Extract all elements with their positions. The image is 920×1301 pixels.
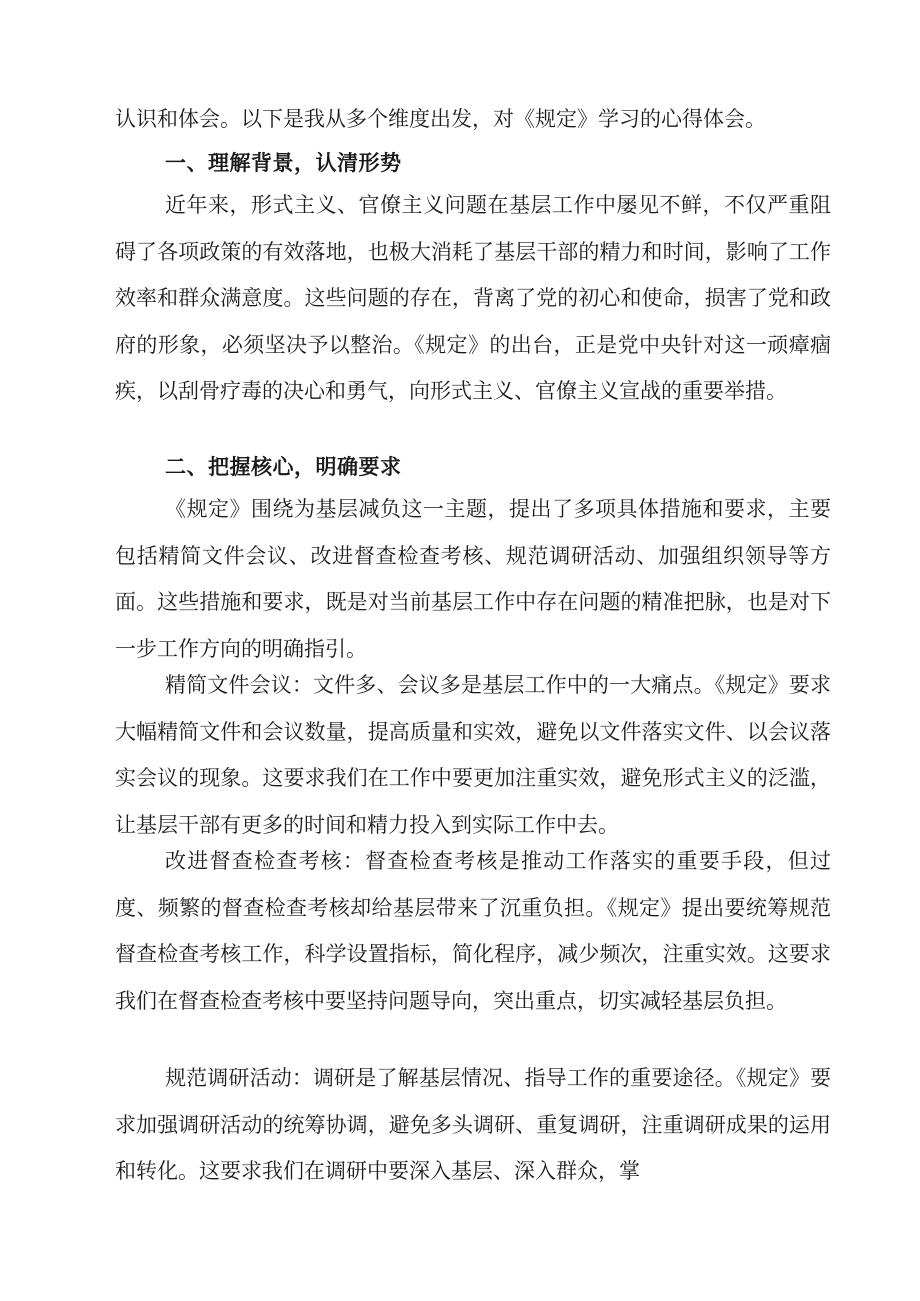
paragraph-streamline-documents-meetings: 精简文件会议：文件多、会议多是基层工作中的一大痛点。《规定》要求大幅精简文件和会议数量，提高质量和实效，避免以文件落实文件、以会议落实会议的现象。这要求我们在工作中要更加注重实效，避免形式主义的泛滥，让基层干部有更多的时间和精力投入到实际工作中去。 xyxy=(115,673,831,837)
paragraph-core-requirements: 《规定》围绕为基层减负这一主题，提出了多项具体措施和要求，主要包括精简文件会议、改进督查检查考核、规范调研活动、加强组织领导等方面。这些措施和要求，既是对当前基层工作中存在问题的精准把脉，也是对下一步工作方向的明确指引。 xyxy=(115,497,831,661)
section-heading-1: 一、理解背景，认清形势 xyxy=(165,151,402,175)
paragraph-improve-inspections: 改进督查检查考核：督查检查考核是推动工作落实的重要手段，但过度、频繁的督查检查考核却给基层带来了沉重负担。《规定》提出要统筹规范督查检查考核工作，科学设置指标，简化程序，减少频次，注重实效。这要求我们在督查检查考核中要坚持问题导向，突出重点，切实减轻基层负担。 xyxy=(115,849,831,1013)
paragraph-background: 近年来，形式主义、官僚主义问题在基层工作中屡见不鲜，不仅严重阻碍了各项政策的有效落地，也极大消耗了基层干部的精力和时间，影响了工作效率和群众满意度。这些问题的存在，背离了党的初心和使命，损害了党和政府的形象，必须坚决予以整治。《规定》的出台，正是党中央针对这一顽瘴痼疾，以刮骨疗毒的决心和勇气，向形式主义、官僚主义宣战的重要举措。 xyxy=(115,193,831,403)
paragraph-standardize-research: 规范调研活动：调研是了解基层情况、指导工作的重要途径。《规定》要求加强调研活动的统筹协调，避免多头调研、重复调研，注重调研成果的运用和转化。这要求我们在调研中要深入基层、深入群众，掌 xyxy=(115,1066,831,1183)
paragraph-intro-tail: 认识和体会。以下是我从多个维度出发，对《规定》学习的心得体会。 xyxy=(115,107,766,131)
section-heading-2: 二、把握核心，明确要求 xyxy=(165,455,402,479)
